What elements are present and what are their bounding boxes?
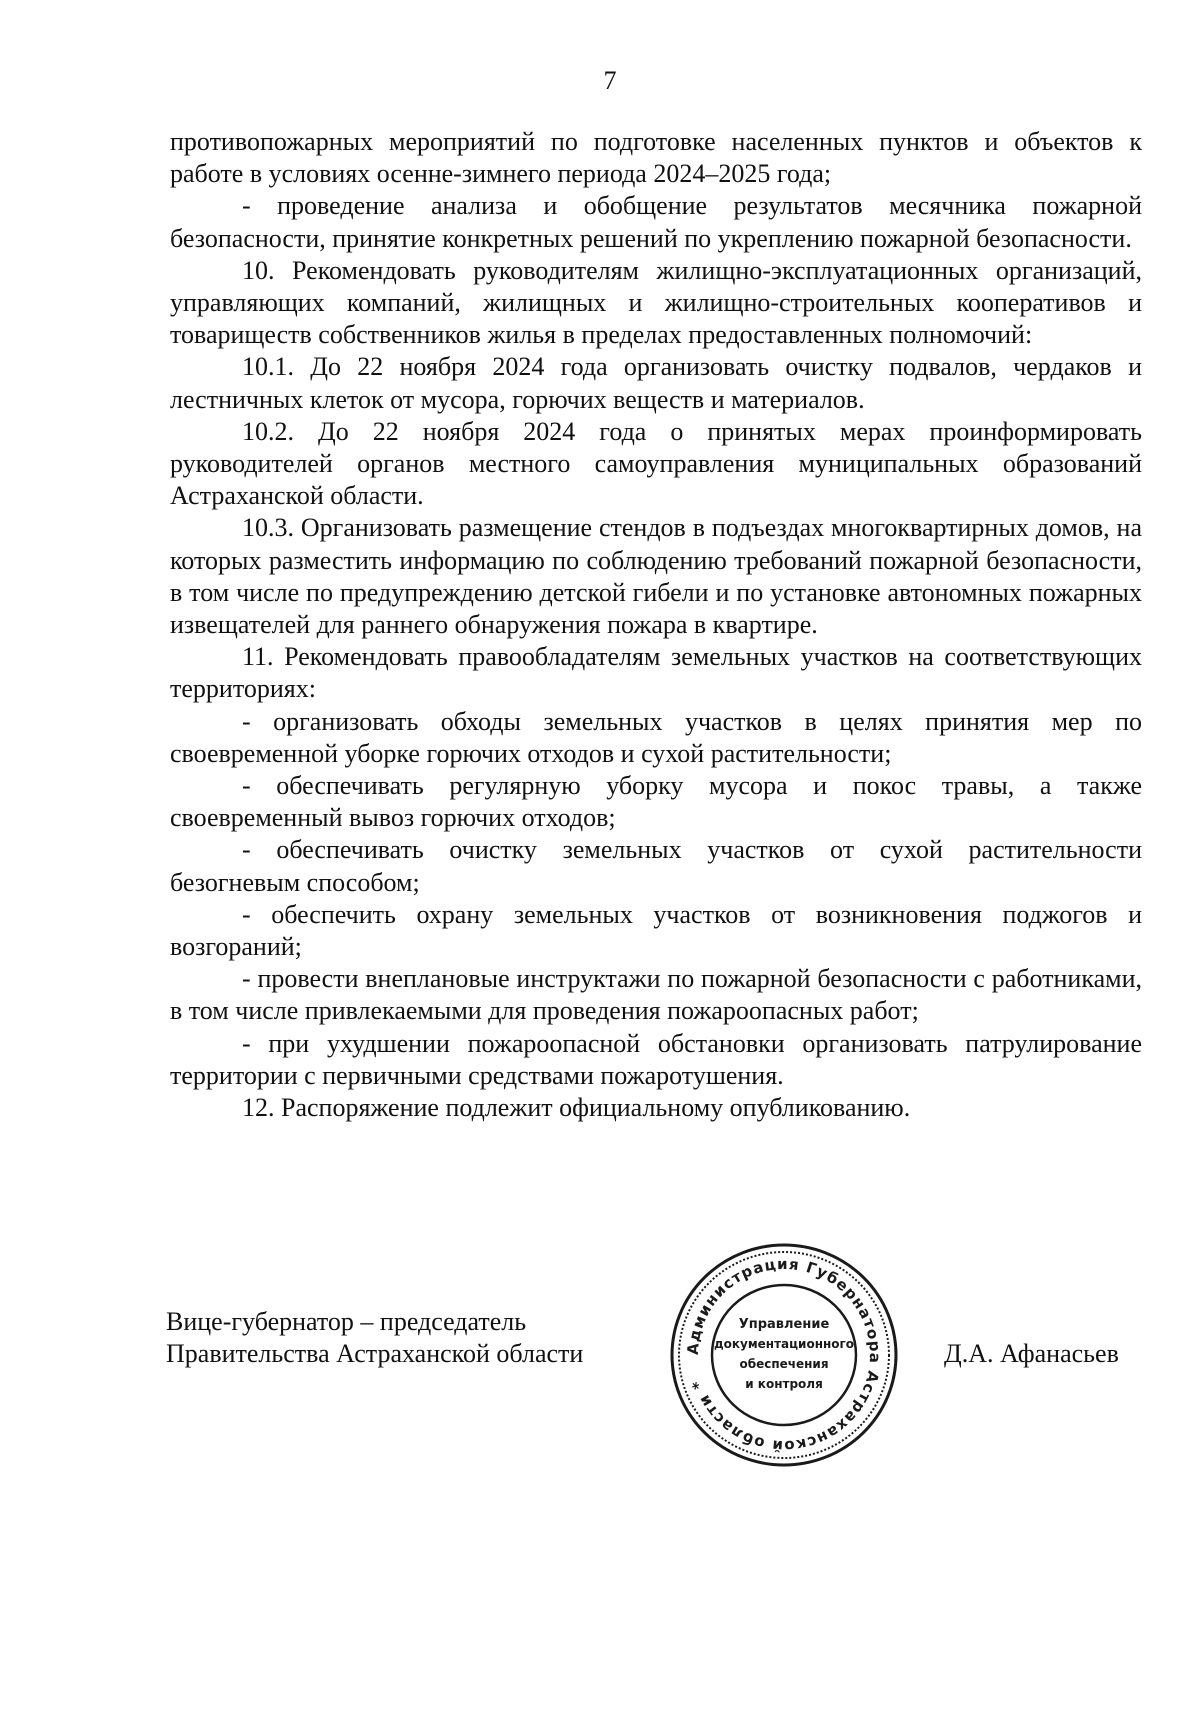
seal-ring-text: Администрация Губернатора Астраханской области * bbox=[683, 1254, 885, 1456]
signatory-position bbox=[166, 1306, 583, 1370]
paragraph-10-3: 10.3. Организовать размещение стендов в подъездах многоквартирных домов, на которых разместить информацию по соблюдению требований пожарной безопасности, в том числе по предупреждению детской гибели и по установке автономных пожарных извещателей для раннего обнаружения пожара в квартире. bbox=[170, 513, 1142, 640]
paragraph-11-item: - организовать обходы земельных участков в целях принятия мер по своевременной уборке горючих отходов и сухой растительности; bbox=[170, 706, 1142, 768]
signatory-position-line2: Правительства Астраханской области bbox=[166, 1339, 584, 1368]
paragraph-12: 12. Распоряжение подлежит официальному опубликованию. bbox=[242, 1093, 911, 1123]
paragraph-11-item: - обеспечить охрану земельных участков от возникновения поджогов и возгораний; bbox=[170, 899, 1142, 962]
paragraph-10: 10. Рекомендовать руководителям жилищно-эксплуатационных организаций, управляющих компаний, жилищных и жилищно-строительных кооперативов и товариществ собственников жилья в пределах предоставленных полномочий: bbox=[170, 255, 1142, 350]
seal-center-line: обеспечения bbox=[739, 1357, 829, 1371]
paragraph-10-1: 10.1. До 22 ноября 2024 года организовать очистку подвалов, чердаков и лестничных клеток от мусора, горючих веществ и материалов. bbox=[170, 352, 1142, 414]
signatory-name: Д.А. Афанасьев bbox=[944, 1339, 1119, 1368]
page-number: 7 bbox=[603, 66, 617, 95]
paragraph-11-item: - провести внеплановые инструктажи по пожарной безопасности с работниками, в том числе привлекаемыми для проведения пожароопасных работ; bbox=[170, 964, 1142, 1026]
paragraph-11-item: - обеспечивать регулярную уборку мусора и покос травы, а также своевременный вывоз горючих отходов; bbox=[170, 771, 1142, 833]
official-seal bbox=[667, 1240, 901, 1470]
paragraph-11-item: - обеспечивать очистку земельных участков от сухой растительности безогневым способом; bbox=[170, 835, 1142, 897]
document-body bbox=[170, 126, 1142, 1124]
paragraph-continuation: противопожарных мероприятий по подготовке населенных пунктов и объектов к работе в условиях осенне-зимнего периода 2024–2025 года; bbox=[170, 127, 1142, 189]
paragraph-11: 11. Рекомендовать правообладателям земельных участков на соответствующих территориях: bbox=[170, 642, 1142, 704]
seal-center-line: документационного bbox=[713, 1337, 855, 1351]
seal-center-line: и контроля bbox=[745, 1377, 823, 1391]
seal-center-line: Управление bbox=[738, 1317, 830, 1332]
signatory-position-line1: Вице-губернатор – председатель bbox=[166, 1307, 527, 1336]
paragraph-10-2: 10.2. До 22 ноября 2024 года о принятых мерах проинформировать руководителей органов местного самоуправления муниципальных образований Астраханской области. bbox=[170, 416, 1142, 511]
paragraph-11-item: - при ухудшении пожароопасной обстановки организовать патрулирование территории с первичными средствами пожаротушения. bbox=[170, 1028, 1142, 1090]
paragraph-analysis: - проведение анализа и обобщение результатов месячника пожарной безопасности, принятие конкретных решений по укреплению пожарной безопасности. bbox=[170, 191, 1142, 253]
